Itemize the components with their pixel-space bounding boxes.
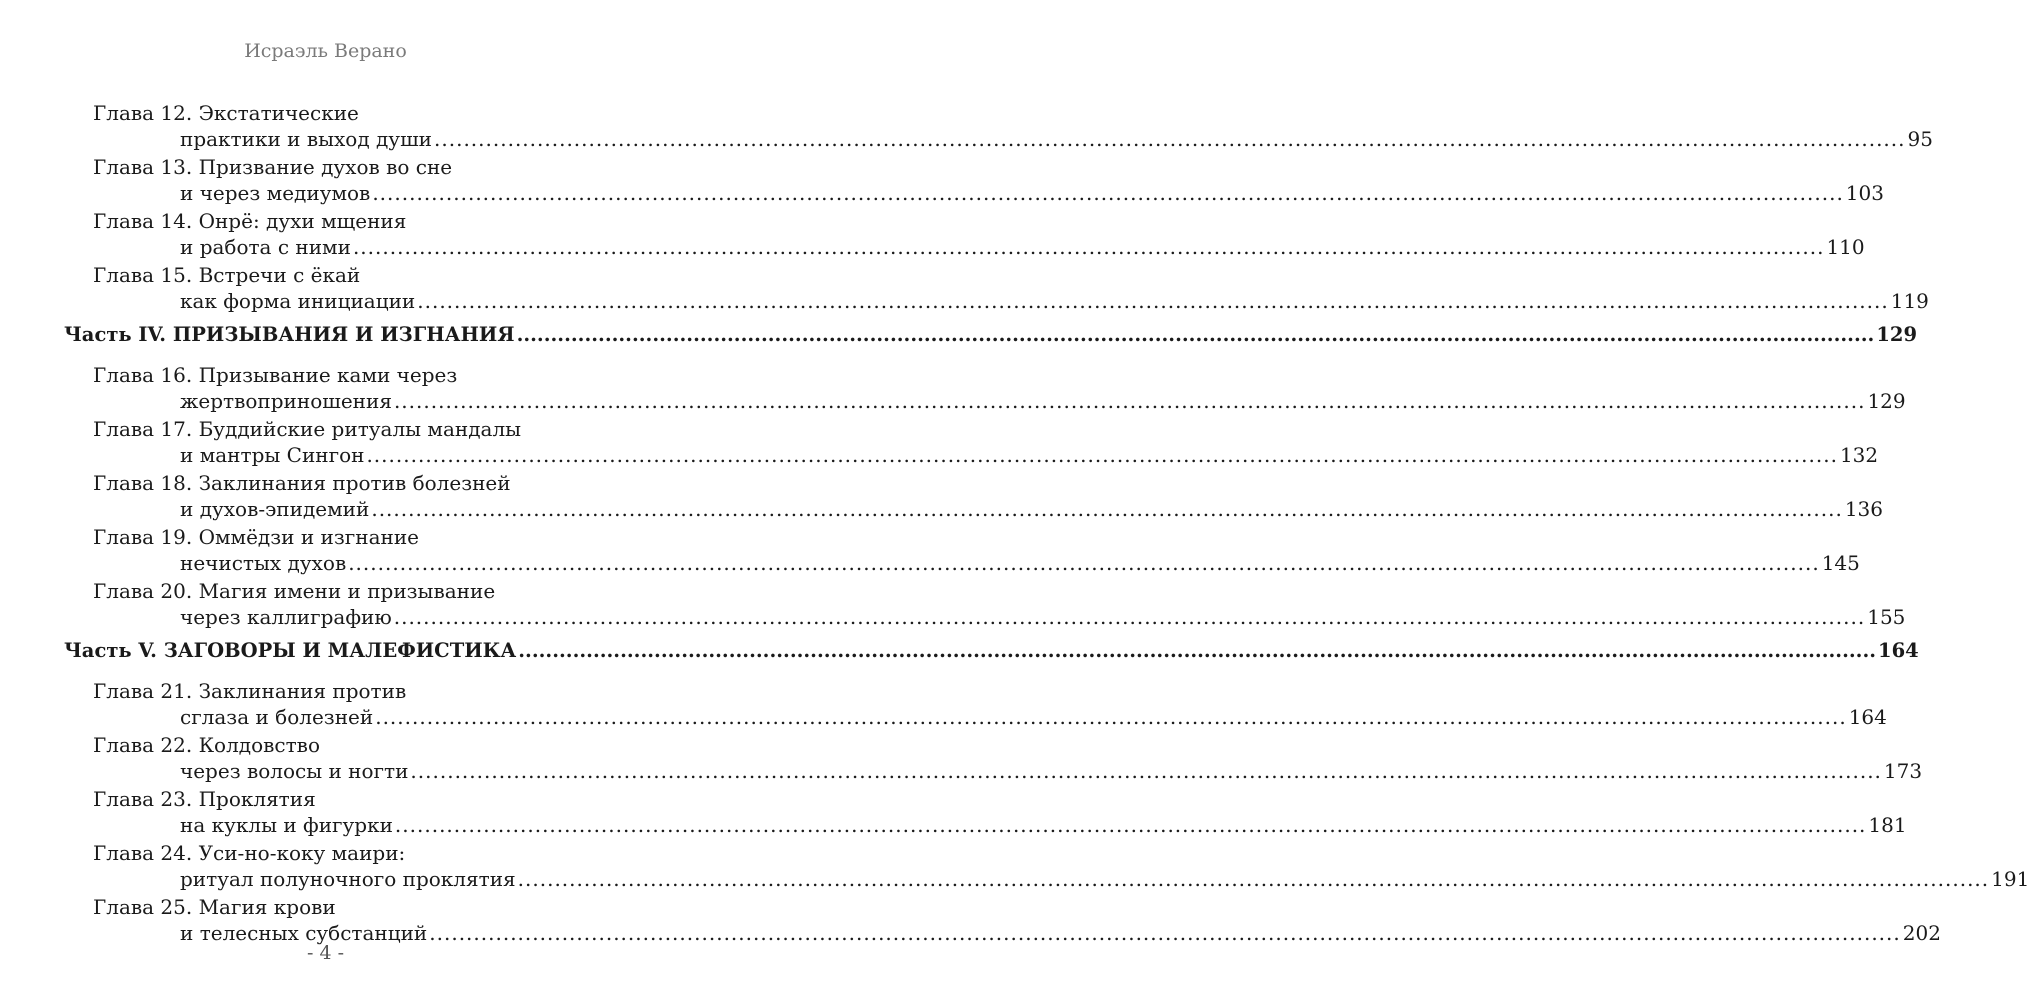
chapter-title-line-1: Глава 24. Уси-но-коку маири: — [93, 841, 406, 865]
chapter-page-number: 191 — [1991, 867, 2029, 891]
dot-leader: ........................................................................................................................................................................................................ — [429, 921, 1901, 945]
chapter-title-line-1: Глава 22. Колдовство — [93, 733, 320, 757]
chapter-page-number: 173 — [1883, 759, 1923, 783]
chapter-title-line-2: и мантры Сингон — [180, 443, 365, 467]
dot-leader: ........................................................................................................................................................................................................ — [352, 235, 1825, 259]
dot-leader: ........................................................................................................................................................................................................ — [372, 181, 1844, 205]
toc-chapter-entry[interactable] — [0, 786, 1907, 840]
chapter-title-line-2-row — [180, 704, 1887, 730]
chapter-title-line-2-row — [180, 604, 1906, 630]
chapter-title-line-2-row — [180, 234, 1865, 260]
toc-chapter-entry[interactable] — [0, 154, 1884, 208]
dot-leader: ........................................................................................................................................................................................................ — [371, 497, 1843, 521]
dot-leader: ........................................................................................................................................................................................................ — [375, 705, 1847, 729]
chapter-title-line-2: и через медиумов — [180, 181, 371, 205]
chapter-page-number: 103 — [1845, 181, 1884, 205]
part-page-number: 129 — [1876, 323, 1918, 346]
chapter-title-line-1: Глава 21. Заклинания против — [93, 679, 407, 703]
chapter-title-line-2: и работа с ними — [180, 235, 351, 259]
toc-part-entry[interactable] — [0, 320, 1918, 360]
chapter-title-line-1: Глава 16. Призывание ками через — [93, 363, 458, 387]
chapter-title-line-1: Глава 13. Призвание духов во сне — [93, 155, 453, 179]
part-title: Часть V. ЗАГОВОРЫ И МАЛЕФИСТИКА — [64, 639, 517, 662]
dot-leader: ........................................................................................................................................................................................................ — [434, 127, 1906, 151]
toc-chapter-entry[interactable] — [0, 208, 1865, 262]
chapter-title-line-2: через каллиграфию — [180, 605, 392, 629]
chapter-title-line-2: жертвоприношения — [180, 389, 392, 413]
chapter-title-line-2: и телесных субстанций — [180, 921, 428, 945]
chapter-title-line-2: и духов-эпидемий — [180, 497, 370, 521]
chapter-title-line-2: через волосы и ногти — [180, 759, 409, 783]
toc-chapter-entry[interactable] — [0, 470, 1884, 524]
chapter-title-line-2: ритуал полуночного проклятия — [180, 867, 516, 891]
chapter-title-line-2-row — [180, 496, 1884, 522]
part-title: Часть IV. ПРИЗЫВАНИЯ И ИЗГНАНИЯ — [64, 323, 515, 346]
chapter-title-line-2: как форма инициации — [180, 289, 416, 313]
toc-chapter-entry[interactable] — [0, 416, 1879, 470]
chapter-title-line-2: на куклы и фигурки — [180, 813, 393, 837]
running-head: Исраэль Верано — [244, 40, 407, 62]
chapter-page-number: 164 — [1848, 705, 1887, 729]
chapter-page-number: 110 — [1826, 235, 1865, 259]
chapter-title-line-1: Глава 23. Проклятия — [93, 787, 316, 811]
page-number: - 4 - — [306, 942, 344, 964]
part-page-number: 164 — [1878, 639, 1919, 662]
toc-chapter-entry[interactable] — [0, 100, 1933, 154]
dot-leader: ........................................................................................................................................................................................................ — [417, 289, 1889, 313]
chapter-page-number: 136 — [1844, 497, 1884, 521]
dot-leader: ........................................................................................................................................................................................................ — [394, 813, 1867, 837]
chapter-title-line-2: сглаза и болезней — [180, 705, 374, 729]
chapter-title-line-1: Глава 20. Магия имени и призывание — [93, 579, 496, 603]
chapter-title-line-2: нечистых духов — [180, 551, 347, 575]
chapter-title-line-1: Глава 14. Онрё: духи мщения — [93, 209, 407, 233]
toc-chapter-entry[interactable] — [0, 362, 1906, 416]
toc-chapter-entry[interactable] — [0, 524, 1860, 578]
chapter-title-line-2-row — [180, 288, 1929, 314]
chapter-page-number: 155 — [1867, 605, 1906, 629]
toc-chapter-entry[interactable] — [0, 678, 1887, 732]
chapter-page-number: 202 — [1902, 921, 1941, 945]
chapter-title-line-1: Глава 19. Оммёдзи и изгнание — [93, 525, 419, 549]
chapter-title-line-2-row — [180, 126, 1933, 152]
chapter-title-line-1: Глава 12. Экстатические — [93, 101, 359, 125]
chapter-title-line-2-row — [180, 812, 1907, 838]
chapter-title-line-2-row — [180, 866, 2029, 892]
toc-chapter-entry[interactable] — [0, 894, 1941, 948]
toc-chapter-entry[interactable] — [0, 578, 1906, 632]
dot-leader: ........................................................................................................................................................................................................ — [366, 443, 1838, 467]
toc-part-entry[interactable] — [0, 636, 1919, 676]
chapter-title-line-1: Глава 25. Магия крови — [93, 895, 336, 919]
chapter-title-line-1: Глава 18. Заклинания против болезней — [93, 471, 511, 495]
chapter-page-number: 119 — [1890, 289, 1929, 313]
dot-leader: ........................................................................................................................................................................................................ — [393, 605, 1866, 629]
chapter-title-line-2: практики и выход души — [180, 127, 433, 151]
chapter-title-line-2-row — [180, 758, 1923, 784]
chapter-page-number: 145 — [1821, 551, 1860, 575]
dot-leader: ........................................................................................................................................................................................................ — [410, 759, 1882, 783]
chapter-title-line-2-row — [180, 388, 1906, 414]
chapter-page-number: 181 — [1868, 813, 1907, 837]
toc-chapter-entry[interactable] — [0, 840, 2029, 894]
toc-chapter-entry[interactable] — [0, 732, 1923, 786]
chapter-title-line-1: Глава 15. Встречи с ёкай — [93, 263, 361, 287]
chapter-title-line-2-row — [180, 180, 1884, 206]
dot-leader: ........................................................................................................................................................................................................ — [518, 639, 1877, 662]
chapter-title-line-1: Глава 17. Буддийские ритуалы мандалы — [93, 417, 522, 441]
dot-leader: ........................................................................................................................................................................................................ — [517, 867, 1990, 891]
chapter-page-number: 132 — [1839, 443, 1879, 467]
chapter-title-line-2-row — [180, 550, 1860, 576]
chapter-page-number: 129 — [1867, 389, 1906, 413]
chapter-title-line-2-row — [180, 442, 1879, 468]
chapter-page-number: 95 — [1907, 127, 1933, 151]
toc-chapter-entry[interactable] — [0, 262, 1929, 316]
dot-leader: ........................................................................................................................................................................................................ — [516, 323, 1875, 346]
table-of-contents — [0, 100, 2029, 948]
dot-leader: ........................................................................................................................................................................................................ — [393, 389, 1866, 413]
dot-leader: ........................................................................................................................................................................................................ — [348, 551, 1820, 575]
